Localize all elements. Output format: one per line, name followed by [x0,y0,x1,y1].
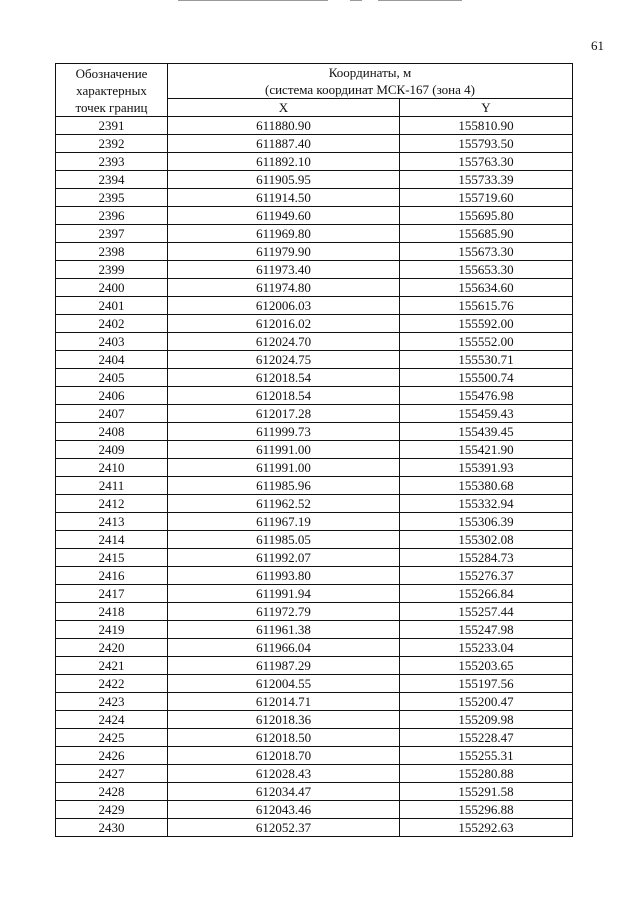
y-coordinate-cell: 155552.00 [400,333,573,351]
table-row [56,477,573,495]
y-coordinate-cell: 155284.73 [400,549,573,567]
x-coordinate-cell: 611973.40 [168,261,400,279]
y-coordinate-cell: 155530.71 [400,351,573,369]
scan-edge-line [378,0,462,1]
table-row [56,819,573,837]
table-row [56,675,573,693]
x-coordinate-cell: 612004.55 [168,675,400,693]
x-coordinate-cell: 611880.90 [168,117,400,135]
x-coordinate-cell: 611999.73 [168,423,400,441]
y-coordinate-cell: 155673.30 [400,243,573,261]
x-coordinate-cell: 612018.54 [168,369,400,387]
point-label-line: Обозначение [75,65,148,81]
x-coordinate-cell: 611991.00 [168,441,400,459]
x-coordinate-cell: 611972.79 [168,603,400,621]
point-id-cell: 2398 [56,243,168,261]
x-coordinate-cell: 611974.80 [168,279,400,297]
y-coordinate-cell: 155421.90 [400,441,573,459]
x-coordinate-cell: 612028.43 [168,765,400,783]
coordinates-title: Координаты, м [328,65,412,80]
y-coordinate-cell: 155332.94 [400,495,573,513]
point-id-cell: 2412 [56,495,168,513]
table-row [56,441,573,459]
y-coordinate-cell: 155197.56 [400,675,573,693]
y-coordinate-cell: 155793.50 [400,135,573,153]
x-column-header: X [168,99,400,117]
y-coordinate-cell: 155476.98 [400,387,573,405]
x-coordinate-cell: 611992.07 [168,549,400,567]
y-coordinate-cell: 155255.31 [400,747,573,765]
point-id-cell: 2428 [56,783,168,801]
x-coordinate-cell: 611993.80 [168,567,400,585]
table-row [56,117,573,135]
coordinate-system: (система координат МСК-167 (зона 4) [265,82,475,97]
x-coordinate-cell: 611979.90 [168,243,400,261]
y-coordinate-cell: 155459.43 [400,405,573,423]
point-label-header [56,64,168,117]
point-id-cell: 2425 [56,729,168,747]
point-id-cell: 2392 [56,135,168,153]
point-id-cell: 2429 [56,801,168,819]
y-coordinate-cell: 155733.39 [400,171,573,189]
x-coordinate-cell: 612043.46 [168,801,400,819]
page-number: 61 [591,38,604,53]
point-id-cell: 2421 [56,657,168,675]
point-id-cell: 2411 [56,477,168,495]
point-id-cell: 2402 [56,315,168,333]
table-row [56,531,573,549]
y-coordinate-cell: 155203.65 [400,657,573,675]
y-coordinate-cell: 155302.08 [400,531,573,549]
point-id-cell: 2394 [56,171,168,189]
x-coordinate-cell: 612018.70 [168,747,400,765]
y-coordinate-cell: 155209.98 [400,711,573,729]
x-coordinate-cell: 612017.28 [168,405,400,423]
point-id-cell: 2418 [56,603,168,621]
table-row [56,459,573,477]
table-row [56,639,573,657]
y-coordinate-cell: 155200.47 [400,693,573,711]
y-coordinate-cell: 155391.93 [400,459,573,477]
y-coordinate-cell: 155439.45 [400,423,573,441]
table-row [56,207,573,225]
point-id-cell: 2424 [56,711,168,729]
point-id-cell: 2410 [56,459,168,477]
point-id-cell: 2417 [56,585,168,603]
point-id-cell: 2423 [56,693,168,711]
table-row [56,135,573,153]
scan-edge-line [178,0,328,1]
table-row [56,783,573,801]
table-row [56,495,573,513]
point-id-cell: 2414 [56,531,168,549]
table-row [56,387,573,405]
x-coordinate-cell: 611985.05 [168,531,400,549]
coordinates-header [168,64,573,99]
x-coordinate-cell: 611949.60 [168,207,400,225]
table-row [56,729,573,747]
x-coordinate-cell: 612006.03 [168,297,400,315]
y-coordinate-cell: 155291.58 [400,783,573,801]
table-row [56,189,573,207]
x-coordinate-cell: 612018.50 [168,729,400,747]
x-coordinate-cell: 611967.19 [168,513,400,531]
point-id-cell: 2395 [56,189,168,207]
y-coordinate-cell: 155228.47 [400,729,573,747]
table-row [56,747,573,765]
y-coordinate-cell: 155695.80 [400,207,573,225]
point-id-cell: 2391 [56,117,168,135]
point-id-cell: 2399 [56,261,168,279]
y-coordinate-cell: 155763.30 [400,153,573,171]
point-id-cell: 2400 [56,279,168,297]
x-coordinate-cell: 611966.04 [168,639,400,657]
table-row [56,621,573,639]
table-row [56,585,573,603]
point-id-cell: 2426 [56,747,168,765]
table-row [56,297,573,315]
x-coordinate-cell: 612034.47 [168,783,400,801]
point-id-cell: 2415 [56,549,168,567]
y-coordinate-cell: 155292.63 [400,819,573,837]
table-row [56,333,573,351]
table-row [56,711,573,729]
x-coordinate-cell: 611962.52 [168,495,400,513]
y-coordinate-cell: 155276.37 [400,567,573,585]
x-coordinate-cell: 612024.70 [168,333,400,351]
point-id-cell: 2403 [56,333,168,351]
table-row [56,657,573,675]
table-row [56,153,573,171]
x-coordinate-cell: 612052.37 [168,819,400,837]
x-coordinate-cell: 611987.29 [168,657,400,675]
x-coordinate-cell: 611914.50 [168,189,400,207]
point-id-cell: 2405 [56,369,168,387]
y-coordinate-cell: 155810.90 [400,117,573,135]
table-row [56,261,573,279]
point-id-cell: 2422 [56,675,168,693]
point-id-cell: 2419 [56,621,168,639]
point-id-cell: 2408 [56,423,168,441]
y-coordinate-cell: 155653.30 [400,261,573,279]
point-id-cell: 2393 [56,153,168,171]
point-id-cell: 2397 [56,225,168,243]
x-coordinate-cell: 611887.40 [168,135,400,153]
y-coordinate-cell: 155380.68 [400,477,573,495]
y-coordinate-cell: 155306.39 [400,513,573,531]
point-id-cell: 2416 [56,567,168,585]
x-coordinate-cell: 611985.96 [168,477,400,495]
table-row [56,351,573,369]
y-coordinate-cell: 155296.88 [400,801,573,819]
table-row [56,315,573,333]
point-id-cell: 2409 [56,441,168,459]
y-coordinate-cell: 155500.74 [400,369,573,387]
table-row [56,369,573,387]
table-row [56,171,573,189]
y-coordinate-cell: 155233.04 [400,639,573,657]
x-coordinate-cell: 612018.54 [168,387,400,405]
table-row [56,513,573,531]
y-coordinate-cell: 155266.84 [400,585,573,603]
table-row [56,603,573,621]
x-coordinate-cell: 611991.00 [168,459,400,477]
x-coordinate-cell: 612016.02 [168,315,400,333]
point-id-cell: 2427 [56,765,168,783]
point-label-line: характерных [76,82,147,98]
scan-edge-line [350,0,362,1]
point-id-cell: 2420 [56,639,168,657]
table-row [56,765,573,783]
y-column-header: Y [400,99,573,117]
x-coordinate-cell: 611905.95 [168,171,400,189]
x-coordinate-cell: 611969.80 [168,225,400,243]
y-coordinate-cell: 155719.60 [400,189,573,207]
table-row [56,693,573,711]
table-body [56,117,573,837]
point-id-cell: 2406 [56,387,168,405]
table-row [56,225,573,243]
point-id-cell: 2404 [56,351,168,369]
x-coordinate-cell: 612024.75 [168,351,400,369]
y-coordinate-cell: 155257.44 [400,603,573,621]
point-id-cell: 2430 [56,819,168,837]
table-row [56,423,573,441]
coordinates-table [55,63,573,837]
y-coordinate-cell: 155685.90 [400,225,573,243]
x-coordinate-cell: 611961.38 [168,621,400,639]
x-coordinate-cell: 612014.71 [168,693,400,711]
table-row [56,549,573,567]
point-id-cell: 2396 [56,207,168,225]
x-coordinate-cell: 612018.36 [168,711,400,729]
y-coordinate-cell: 155280.88 [400,765,573,783]
table-row [56,243,573,261]
point-id-cell: 2407 [56,405,168,423]
table-row [56,801,573,819]
point-id-cell: 2401 [56,297,168,315]
table-row [56,279,573,297]
point-label-line: точек границ [75,99,148,115]
y-coordinate-cell: 155615.76 [400,297,573,315]
point-id-cell: 2413 [56,513,168,531]
y-coordinate-cell: 155592.00 [400,315,573,333]
y-coordinate-cell: 155634.60 [400,279,573,297]
x-coordinate-cell: 611892.10 [168,153,400,171]
y-coordinate-cell: 155247.98 [400,621,573,639]
x-coordinate-cell: 611991.94 [168,585,400,603]
table-row [56,567,573,585]
table-row [56,405,573,423]
